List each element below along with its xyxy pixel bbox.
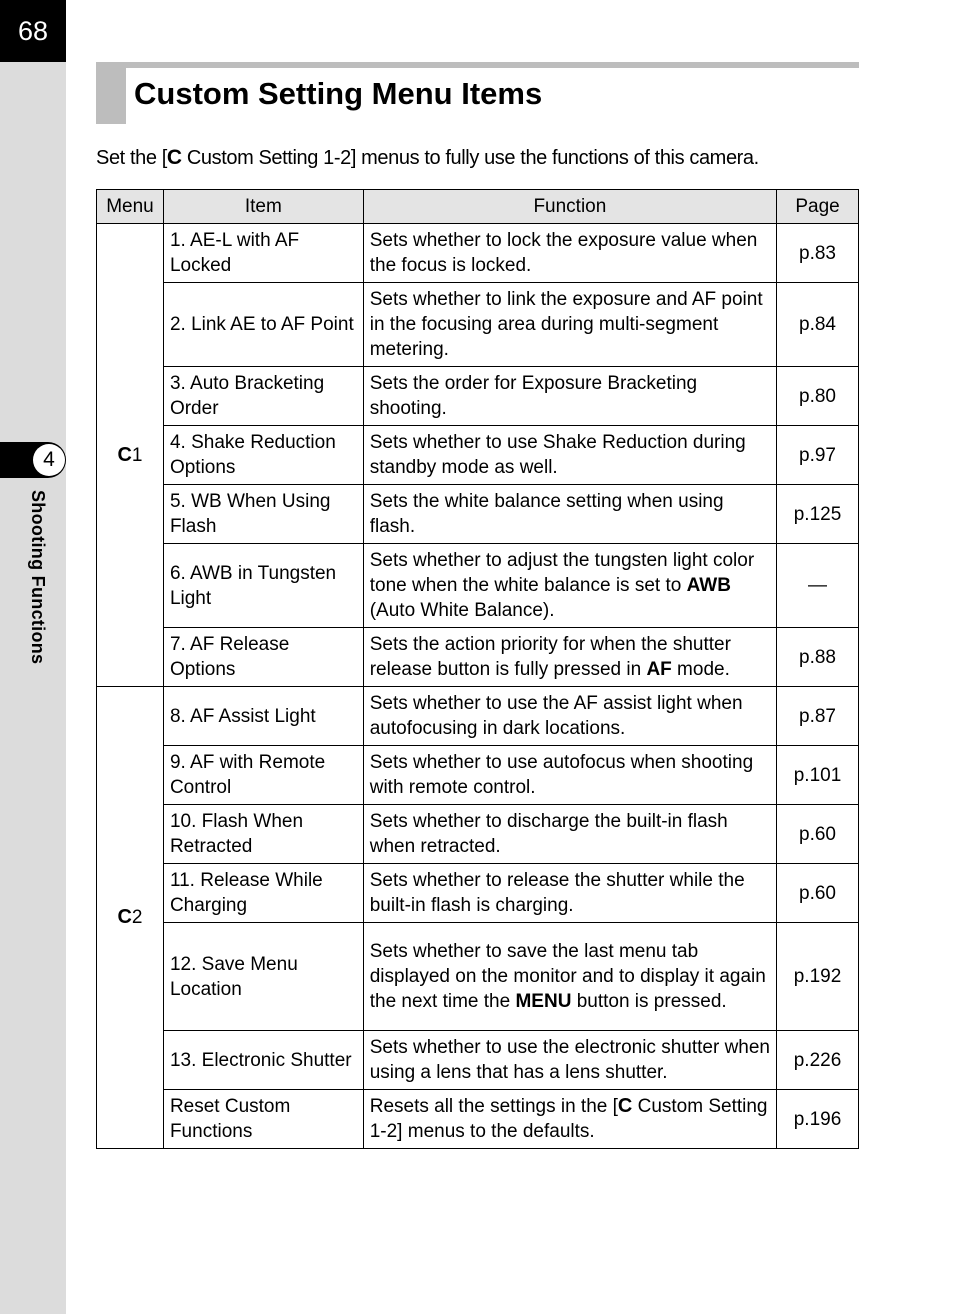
item-cell: 9. AF with Remote Control <box>163 746 363 805</box>
item-cell: 7. AF Release Options <box>163 628 363 687</box>
page-ref[interactable]: p.84 <box>777 283 859 367</box>
page-ref[interactable]: p.125 <box>777 485 859 544</box>
function-cell <box>363 628 776 687</box>
table-row <box>97 687 859 746</box>
chapter-number: 4 <box>33 444 65 476</box>
table-row <box>97 864 859 923</box>
function-cell: Sets the white balance setting when using flash. <box>363 485 776 544</box>
title-rule <box>96 62 859 68</box>
item-cell: 8. AF Assist Light <box>163 687 363 746</box>
awb-icon: AWB <box>686 575 731 596</box>
item-cell: 6. AWB in Tungsten Light <box>163 544 363 628</box>
menu-c1 <box>97 224 164 687</box>
custom-setting-icon: C <box>617 1095 633 1117</box>
table-row <box>97 544 859 628</box>
item-cell: 11. Release While Charging <box>163 864 363 923</box>
table-row <box>97 283 859 367</box>
function-cell: Sets whether to use autofocus when shooting with remote control. <box>363 746 776 805</box>
table-row <box>97 1090 859 1149</box>
table-row <box>97 805 859 864</box>
page-ref[interactable]: p.97 <box>777 426 859 485</box>
function-cell <box>363 1090 776 1149</box>
menu-number: 1 <box>131 444 143 466</box>
page-ref[interactable]: p.226 <box>777 1031 859 1090</box>
item-cell: 2. Link AE to AF Point <box>163 283 363 367</box>
menu-number: 2 <box>131 907 143 928</box>
table-row <box>97 923 859 1031</box>
table-row <box>97 746 859 805</box>
title-bar <box>96 62 859 124</box>
page-ref[interactable]: p.80 <box>777 367 859 426</box>
function-text: (Auto White Balance). <box>369 600 555 621</box>
page-title: Custom Setting Menu Items <box>134 76 543 111</box>
title-marker <box>96 62 126 124</box>
function-cell: Sets whether to discharge the built-in flash when retracted. <box>363 805 776 864</box>
page-number: 68 <box>0 0 66 62</box>
item-cell: 4. Shake Reduction Options <box>163 426 363 485</box>
function-text: button is pressed. <box>571 991 727 1012</box>
table-row <box>97 1031 859 1090</box>
function-cell: Sets whether to lock the exposure value when the focus is locked. <box>363 224 776 283</box>
function-text: mode. <box>671 659 730 680</box>
menu-c2 <box>97 687 164 1149</box>
table-row <box>97 367 859 426</box>
function-cell: Sets whether to link the exposure and AF point in the focusing area during multi-segment metering. <box>363 283 776 367</box>
menu-button-icon: MENU <box>515 991 572 1012</box>
chapter-label: Shooting Functions <box>28 490 48 665</box>
page-ref: — <box>777 544 859 628</box>
af-icon: AF <box>646 659 672 680</box>
header-menu: Menu <box>97 190 164 224</box>
function-cell: Sets the order for Exposure Bracketing shooting. <box>363 367 776 426</box>
custom-setting-icon: C <box>117 443 132 466</box>
table-row <box>97 485 859 544</box>
item-cell: 5. WB When Using Flash <box>163 485 363 544</box>
function-text: Resets all the settings in the [ <box>369 1096 618 1117</box>
function-cell <box>363 923 776 1031</box>
table-row <box>97 628 859 687</box>
intro-before: Set the [ <box>96 147 167 169</box>
header-item: Item <box>163 190 363 224</box>
item-cell: 3. Auto Bracketing Order <box>163 367 363 426</box>
custom-setting-icon: C <box>117 906 132 928</box>
function-text: Custom Setting 1-2] menus to the defaults. <box>369 1096 768 1142</box>
item-cell: 13. Electronic Shutter <box>163 1031 363 1090</box>
page-ref[interactable]: p.196 <box>777 1090 859 1149</box>
page-ref[interactable]: p.83 <box>777 224 859 283</box>
item-cell: Reset Custom Functions <box>163 1090 363 1149</box>
function-cell: Sets whether to release the shutter while the built-in flash is charging. <box>363 864 776 923</box>
custom-settings-table <box>96 189 859 1149</box>
header-page: Page <box>777 190 859 224</box>
function-cell: Sets whether to use the electronic shutter when using a lens that has a lens shutter. <box>363 1031 776 1090</box>
function-cell: Sets whether to use the AF assist light when autofocusing in dark locations. <box>363 687 776 746</box>
header-function: Function <box>363 190 776 224</box>
intro-after: Custom Setting 1-2] menus to fully use the functions of this camera. <box>181 147 759 169</box>
table-row <box>97 426 859 485</box>
function-text: Sets the action priority for when the shutter release button is fully pressed in <box>369 634 731 680</box>
function-text: Sets whether to save the last menu tab displayed on the monitor and to display it again the next time the <box>369 941 766 1012</box>
page-ref[interactable]: p.60 <box>777 864 859 923</box>
page-ref[interactable]: p.87 <box>777 687 859 746</box>
item-cell: 1. AE-L with AF Locked <box>163 224 363 283</box>
item-cell: 12. Save Menu Location <box>163 923 363 1031</box>
page-ref[interactable]: p.192 <box>777 923 859 1031</box>
page-ref[interactable]: p.88 <box>777 628 859 687</box>
custom-setting-icon: C <box>166 146 182 169</box>
item-cell: 10. Flash When Retracted <box>163 805 363 864</box>
page-ref[interactable]: p.101 <box>777 746 859 805</box>
function-cell <box>363 544 776 628</box>
intro-text <box>96 146 759 170</box>
table-header-row <box>97 190 859 224</box>
table-row <box>97 224 859 283</box>
function-cell: Sets whether to use Shake Reduction during standby mode as well. <box>363 426 776 485</box>
page-ref[interactable]: p.60 <box>777 805 859 864</box>
function-text: Sets whether to adjust the tungsten light color tone when the white balance is set to <box>369 550 755 596</box>
